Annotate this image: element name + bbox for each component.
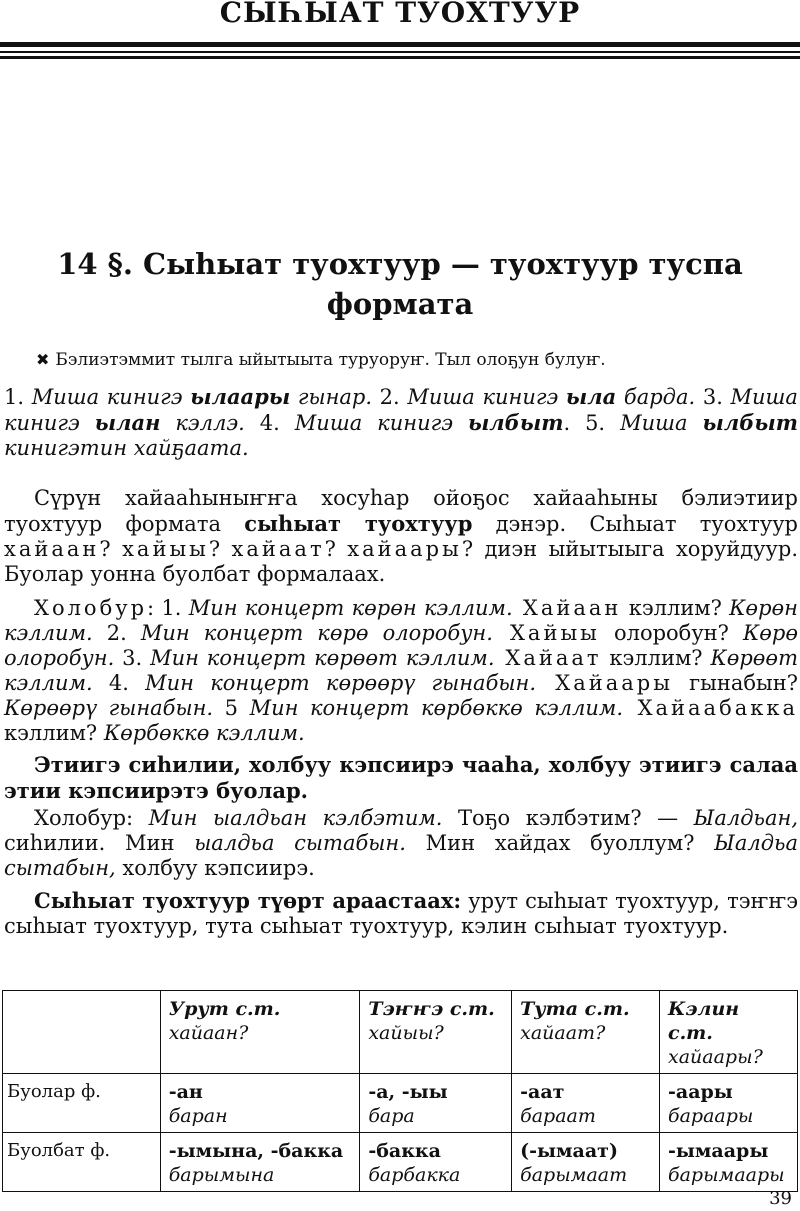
example: Мин концерт көрө олоробун. bbox=[140, 621, 493, 645]
text: олоробун? bbox=[599, 621, 744, 645]
table-header-cell bbox=[660, 991, 798, 1074]
question-word: Хайаары bbox=[536, 671, 673, 695]
example: Мин концерт көрөөрү гынабын. bbox=[145, 671, 537, 695]
question-word: хайаан bbox=[4, 537, 100, 561]
ex-marked-word: ыла bbox=[565, 384, 617, 409]
text: дэнэр. Сыhыат туохтуур bbox=[472, 512, 798, 536]
text: кэллим? bbox=[4, 721, 104, 745]
example-word: барымаары bbox=[668, 1164, 785, 1186]
table-corner-cell bbox=[3, 991, 161, 1074]
ex-marked-word: ылбыт bbox=[702, 410, 798, 435]
header-question: хайаат? bbox=[520, 1022, 606, 1044]
text: 4. bbox=[92, 671, 146, 695]
example-word: бараат bbox=[520, 1105, 596, 1127]
question-word: хайаары bbox=[347, 537, 462, 561]
example: ыалдьа сытабын. bbox=[194, 831, 406, 855]
suffix: -ан bbox=[168, 1081, 203, 1103]
example: Көрөөрү гынабын. bbox=[4, 696, 214, 720]
ex-marked-word: ылан bbox=[94, 410, 161, 435]
table-header-cell bbox=[512, 991, 660, 1074]
header-question: хайаары? bbox=[668, 1046, 763, 1068]
header-rule-bottom bbox=[0, 56, 800, 59]
text: Тоҕо кэлбэтим? — bbox=[442, 806, 694, 830]
table-cell bbox=[160, 1074, 360, 1133]
ex-text: Миша bbox=[620, 411, 688, 435]
ex-text: . bbox=[563, 411, 571, 435]
example: Ыалдьа сытабын, bbox=[4, 831, 798, 880]
example: Көрбөккө кэллим. bbox=[103, 721, 305, 745]
text: кэллим? bbox=[601, 646, 711, 670]
example: Мин концерт көрбөккө кэллим. bbox=[249, 696, 624, 720]
suffix: -ымаары bbox=[668, 1140, 769, 1162]
example-word: барымына bbox=[168, 1164, 275, 1186]
section-title bbox=[40, 244, 760, 324]
table-cell bbox=[512, 1133, 660, 1192]
ex-marked-word: ылаары bbox=[190, 384, 291, 409]
paragraph-examples bbox=[4, 596, 798, 746]
question-word: Хайаабакка bbox=[623, 696, 799, 720]
example: Көрөн кэллим. bbox=[4, 596, 798, 645]
ex-text: Миша кинигэ bbox=[4, 385, 798, 435]
table-cell bbox=[512, 1074, 660, 1133]
header-name: Тута с.т. bbox=[520, 998, 630, 1020]
ex-marked-word: ылбыт bbox=[467, 410, 564, 435]
text: Мин хайдах буоллум? bbox=[405, 831, 715, 855]
participle-forms-table bbox=[2, 990, 798, 1192]
term: сыhыат туохтуур bbox=[244, 511, 473, 536]
example: Ыалдьан, bbox=[693, 806, 798, 830]
text: кэллим? bbox=[621, 596, 730, 620]
suffix: -аат bbox=[520, 1081, 565, 1103]
suffix: -бакка bbox=[368, 1140, 441, 1162]
text: ? диэн ыйытыыга хоруйдуур. Буолар уонна буолбат формалаах. bbox=[4, 537, 799, 586]
header-name: Урут с.т. bbox=[168, 998, 281, 1020]
question-word: Хайаан bbox=[512, 596, 622, 620]
ex-number: 1. bbox=[4, 385, 25, 409]
section-title-line1: 14 §. Сыhыат туохтуур — туохтуур туспа bbox=[57, 247, 743, 281]
question-word: Хайыы bbox=[492, 621, 600, 645]
row-label: Буолбат ф. bbox=[3, 1133, 161, 1192]
question-word: хайаат bbox=[231, 537, 325, 561]
exercise-sentences bbox=[4, 384, 798, 461]
text: 3. bbox=[114, 646, 151, 670]
text: Сүрүн хайааhыныҥҥа хосуhар ойоҕос хайааhыны бэлиэтиир туохтуур формата bbox=[4, 486, 798, 536]
table-header-row bbox=[3, 991, 798, 1074]
table-cell bbox=[660, 1133, 798, 1192]
ex-number: 5. bbox=[570, 411, 606, 435]
rule-statement bbox=[4, 752, 798, 804]
task-text: Бэлиэтэммит тылга ыйытыыта туруоруҥ. Тыл олоҕун булуҥ. bbox=[55, 350, 606, 370]
header-question: хайыы? bbox=[368, 1022, 444, 1044]
table-cell bbox=[360, 1133, 512, 1192]
example-word: барымаат bbox=[520, 1164, 628, 1186]
example-word: бараары bbox=[668, 1105, 754, 1127]
table-cell bbox=[160, 1133, 360, 1192]
example: Мин концерт көрөөт кэллим. bbox=[150, 646, 495, 670]
suffix: -аары bbox=[668, 1081, 733, 1103]
text: Холобур: bbox=[34, 806, 149, 830]
page-number: 39 bbox=[769, 1188, 792, 1209]
text: холбуу кэпсиирэ. bbox=[115, 856, 315, 880]
suffix: (-ымаат) bbox=[520, 1140, 618, 1162]
ex-number: 3. bbox=[702, 385, 723, 409]
example: Мин ыалдьан кэлбэтим. bbox=[148, 806, 443, 830]
text: 2. bbox=[92, 621, 141, 645]
text: ? bbox=[99, 537, 123, 561]
ex-text: Миша кинигэ bbox=[31, 385, 191, 409]
term: Сыhыат туохтуур түөрт араастаах: bbox=[34, 888, 462, 913]
header-question: хайаан? bbox=[168, 1022, 249, 1044]
example-lead: Холобур bbox=[34, 596, 148, 620]
table-row bbox=[3, 1133, 798, 1192]
text: ? bbox=[324, 537, 348, 561]
running-head: СЫҺЫАТ ТУОХТУУР bbox=[219, 0, 581, 29]
suffix: -ымына, -бакка bbox=[168, 1140, 344, 1162]
example-word: барбакка bbox=[368, 1164, 461, 1186]
ex-text: кэллэ. bbox=[160, 411, 245, 435]
text: гынабын? bbox=[672, 671, 798, 695]
rule-text: Этиигэ сиhилии, холбуу кэпсиирэ чааhа, холбуу этиигэ салаа этии кэпсиирэтэ буолар. bbox=[4, 752, 798, 803]
ex-number: 2. bbox=[372, 385, 400, 409]
example: Көрө олоробун. bbox=[4, 621, 798, 670]
question-word: Хайаат bbox=[494, 646, 602, 670]
header-rule bbox=[0, 42, 800, 47]
ex-text: Миша кинигэ bbox=[407, 385, 566, 409]
example-word: бара bbox=[368, 1105, 415, 1127]
text: : 1. bbox=[147, 596, 189, 620]
row-label: Буолар ф. bbox=[3, 1074, 161, 1133]
table-row bbox=[3, 1074, 798, 1133]
ex-number: 4. bbox=[244, 411, 280, 435]
table-header-cell bbox=[360, 991, 512, 1074]
text: ? bbox=[208, 537, 232, 561]
text: сиhилии. Мин bbox=[4, 831, 195, 855]
example: Мин концерт көрөн кэллим. bbox=[188, 596, 513, 620]
ex-text: Миша кинигэ bbox=[294, 411, 468, 435]
ex-text: кинигэтин хайҕаата. bbox=[4, 436, 249, 460]
task-instruction bbox=[36, 348, 796, 372]
ex-text: барда. bbox=[616, 385, 696, 409]
table-cell bbox=[660, 1074, 798, 1133]
section-title-line2: формата bbox=[326, 287, 474, 321]
example: Көрөөт кэллим. bbox=[4, 646, 798, 695]
paragraph-definition bbox=[4, 486, 798, 587]
cross-mark-icon: ✖ bbox=[36, 350, 50, 369]
suffix: -а, -ыы bbox=[368, 1081, 448, 1103]
header-name: Тэҥҥэ с.т. bbox=[368, 998, 495, 1020]
paragraph-types bbox=[4, 888, 798, 939]
example-word: баран bbox=[168, 1105, 228, 1127]
table-header-cell bbox=[160, 991, 360, 1074]
paragraph-example-2 bbox=[4, 806, 798, 881]
header-rule-thin bbox=[0, 51, 800, 53]
text: 5 bbox=[213, 696, 250, 720]
question-word: хайыы bbox=[122, 537, 209, 561]
table-cell bbox=[360, 1074, 512, 1133]
header-name: Кэлин с.т. bbox=[668, 998, 740, 1044]
text: урут сыhыат туохтуур, тэҥҥэ сыhыат туохтуур, тута сыhыат туохтуур, кэлин сыhыат туохтуур. bbox=[4, 889, 799, 938]
ex-text: гынар. bbox=[290, 385, 373, 409]
